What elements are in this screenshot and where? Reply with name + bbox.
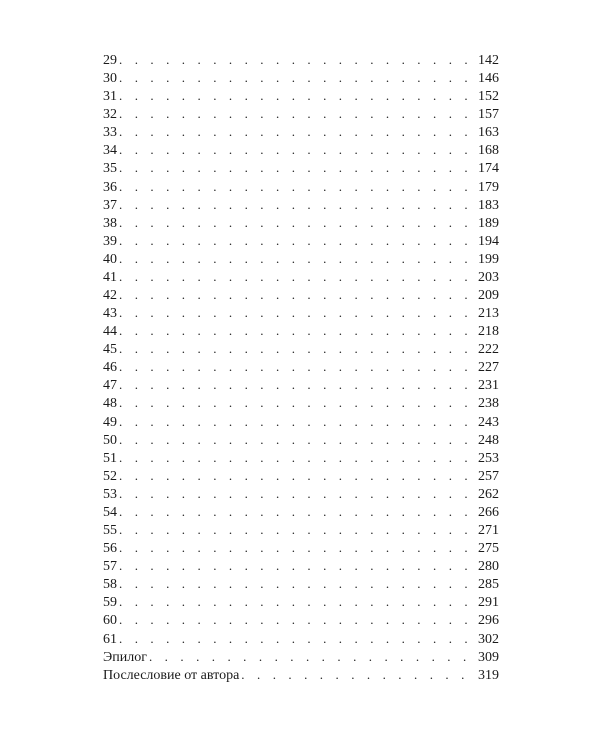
toc-entry [103,630,499,648]
toc-entry [103,196,499,214]
toc-entry-title: 58 [103,577,117,593]
toc-dot-leader [119,123,477,141]
toc-entry-page-number: 194 [478,233,499,249]
toc-entry-title: 36 [103,179,117,195]
toc-entry-page-number: 199 [478,251,499,267]
toc-dot-leader [241,666,477,684]
toc-entry [103,557,499,575]
toc-entry-title: 35 [103,161,117,177]
toc-entry-page-number: 309 [478,649,499,665]
toc-dot-leader [119,178,477,196]
toc-dot-leader [119,611,477,629]
toc-entry [103,467,499,485]
toc-entry [103,611,499,629]
toc-entry [103,648,499,666]
toc-entry-page-number: 157 [478,107,499,123]
toc-entry-title: Эпилог [103,649,147,665]
table-of-contents [103,51,499,684]
toc-entry [103,485,499,503]
toc-dot-leader [119,467,477,485]
toc-dot-leader [119,521,477,539]
toc-entry [103,322,499,340]
toc-entry [103,593,499,611]
toc-entry-page-number: 243 [478,414,499,430]
toc-dot-leader [119,268,477,286]
toc-entry-title: Послесловие от автора [103,667,240,683]
toc-entry-page-number: 266 [478,504,499,520]
toc-entry [103,286,499,304]
toc-entry-title: 32 [103,107,117,123]
toc-entry-title: 53 [103,486,117,502]
toc-entry-page-number: 248 [478,432,499,448]
toc-entry [103,214,499,232]
toc-dot-leader [119,196,477,214]
toc-dot-leader [119,485,477,503]
toc-dot-leader [119,87,477,105]
toc-entry-page-number: 179 [478,179,499,195]
toc-entry-title: 57 [103,559,117,575]
toc-dot-leader [119,340,477,358]
toc-entry-title: 49 [103,414,117,430]
toc-dot-leader [119,69,477,87]
toc-entry-page-number: 213 [478,306,499,322]
toc-entry [103,521,499,539]
toc-entry [103,123,499,141]
toc-entry [103,340,499,358]
toc-entry [103,69,499,87]
toc-entry-title: 47 [103,378,117,394]
toc-entry-page-number: 253 [478,450,499,466]
toc-entry [103,159,499,177]
toc-entry [103,449,499,467]
toc-entry-title: 40 [103,251,117,267]
toc-dot-leader [119,503,477,521]
toc-entry [103,666,499,684]
toc-entry-title: 38 [103,215,117,231]
toc-dot-leader [119,105,477,123]
toc-entry [103,431,499,449]
toc-entry-page-number: 280 [478,559,499,575]
toc-dot-leader [119,322,477,340]
toc-entry-title: 48 [103,396,117,412]
toc-dot-leader [119,413,477,431]
toc-dot-leader [119,449,477,467]
toc-entry [103,250,499,268]
toc-entry-title: 41 [103,269,117,285]
toc-dot-leader [119,232,477,250]
toc-dot-leader [119,51,477,69]
toc-entry-title: 39 [103,233,117,249]
toc-entry [103,358,499,376]
toc-dot-leader [119,376,477,394]
toc-entry-page-number: 146 [478,71,499,87]
toc-entry-title: 37 [103,197,117,213]
toc-entry-title: 59 [103,595,117,611]
toc-entry [103,268,499,286]
toc-entry [103,413,499,431]
toc-entry [103,304,499,322]
toc-entry-page-number: 152 [478,89,499,105]
toc-entry [103,105,499,123]
toc-entry-page-number: 319 [478,667,499,683]
toc-entry-title: 55 [103,523,117,539]
toc-entry [103,539,499,557]
toc-dot-leader [119,358,477,376]
toc-entry [103,503,499,521]
toc-entry-page-number: 183 [478,197,499,213]
toc-entry-title: 43 [103,306,117,322]
toc-entry-title: 31 [103,89,117,105]
toc-dot-leader [119,630,477,648]
toc-entry-title: 42 [103,288,117,304]
toc-entry-page-number: 231 [478,378,499,394]
toc-entry-title: 34 [103,143,117,159]
toc-entry [103,178,499,196]
toc-entry-page-number: 275 [478,541,499,557]
toc-dot-leader [119,593,477,611]
toc-entry-page-number: 218 [478,324,499,340]
toc-dot-leader [119,286,477,304]
toc-entry-page-number: 271 [478,523,499,539]
toc-entry-title: 29 [103,53,117,68]
toc-entry-page-number: 257 [478,468,499,484]
toc-entry [103,575,499,593]
toc-dot-leader [119,431,477,449]
toc-entry-page-number: 163 [478,125,499,141]
toc-dot-leader [119,159,477,177]
toc-entry [103,141,499,159]
toc-entry-page-number: 222 [478,342,499,358]
toc-entry [103,394,499,412]
toc-entry-title: 61 [103,631,117,647]
toc-entry-page-number: 227 [478,360,499,376]
toc-dot-leader [119,141,477,159]
toc-entry-page-number: 209 [478,288,499,304]
toc-entry-page-number: 142 [478,53,499,68]
toc-entry-page-number: 203 [478,269,499,285]
toc-entry-page-number: 189 [478,215,499,231]
toc-entry-title: 51 [103,450,117,466]
toc-entry [103,87,499,105]
toc-entry-page-number: 291 [478,595,499,611]
toc-entry-page-number: 168 [478,143,499,159]
toc-dot-leader [119,214,477,232]
toc-dot-leader [119,575,477,593]
toc-dot-leader [119,557,477,575]
toc-entry-title: 44 [103,324,117,340]
toc-dot-leader [119,394,477,412]
toc-dot-leader [119,250,477,268]
toc-entry-title: 56 [103,541,117,557]
toc-entry-page-number: 174 [478,161,499,177]
toc-entry [103,51,499,69]
toc-entry-title: 60 [103,613,117,629]
toc-entry [103,232,499,250]
toc-entry-page-number: 262 [478,486,499,502]
toc-entry-page-number: 238 [478,396,499,412]
toc-entry-title: 54 [103,504,117,520]
toc-entry-page-number: 302 [478,631,499,647]
toc-entry-title: 45 [103,342,117,358]
toc-dot-leader [149,648,477,666]
toc-entry-page-number: 296 [478,613,499,629]
toc-dot-leader [119,304,477,322]
toc-entry-title: 46 [103,360,117,376]
toc-entry-title: 30 [103,71,117,87]
toc-entry-page-number: 285 [478,577,499,593]
toc-entry [103,376,499,394]
toc-entry-title: 50 [103,432,117,448]
toc-dot-leader [119,539,477,557]
toc-entry-title: 33 [103,125,117,141]
toc-entry-title: 52 [103,468,117,484]
